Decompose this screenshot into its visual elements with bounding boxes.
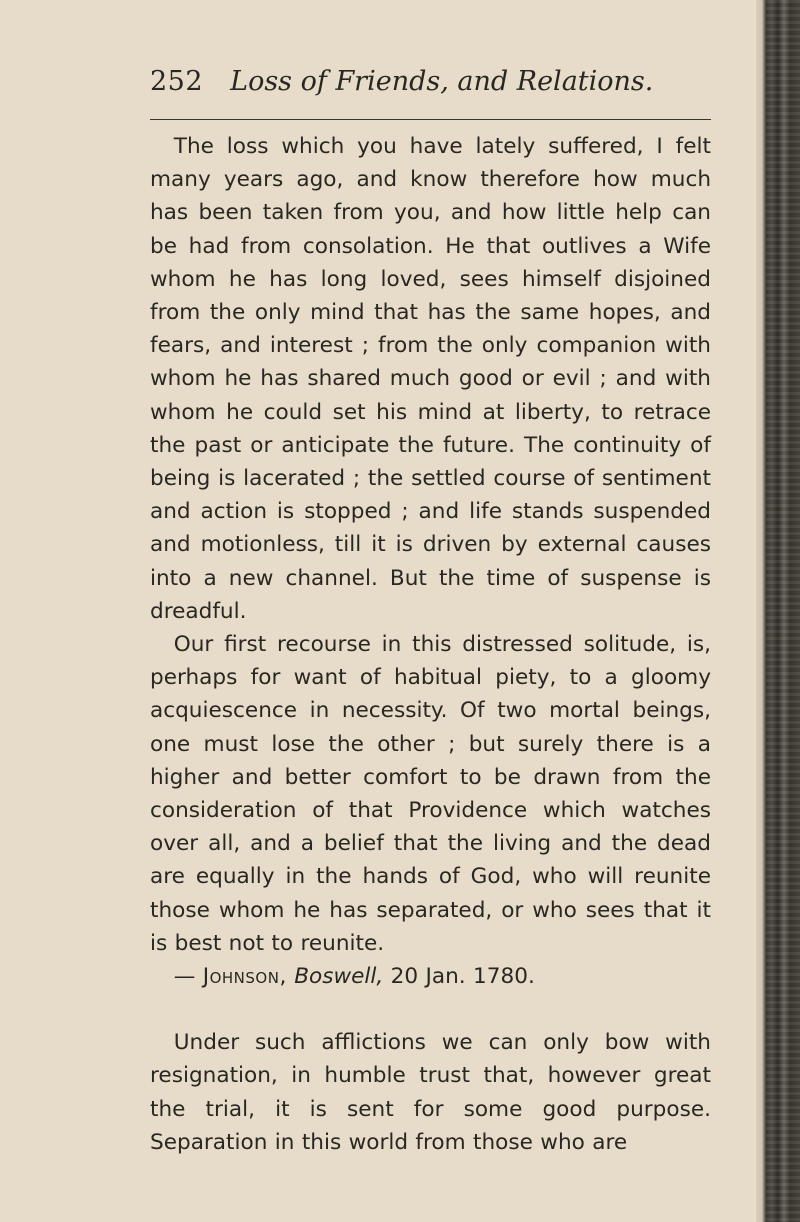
book-page-edge — [756, 0, 800, 1222]
paragraph: Our first recourse in this distressed solitude, is, perhaps for want of habitual piety, to a gloomy acquiescence in necessity. Of two mortal beings, one must lose the other ; but surely there is a higher and better comfort to be drawn from the consideration of that Providence which watches over all, and a belief that the living and the dead are equally in the hands of God, who will reunite those whom he has separated, or who sees that it is best not to reunite. — [150, 632, 711, 956]
body-text — [150, 130, 711, 1159]
attribution-work: Boswell, — [294, 964, 384, 990]
page-number: 252 — [150, 66, 204, 97]
running-header — [150, 66, 710, 106]
attribution-author: Johnson, — [202, 964, 287, 990]
quote-attribution — [150, 960, 711, 993]
paragraph: The loss which you have lately suffered, I felt many years ago, and know therefore how much has been taken from you, and how little help can be had from consolation. He that outlives a Wife whom he has long loved, sees himself disjoined from the only mind that has the same hopes, and fears, and interest ; from the only companion with whom he has shared much good or evil ; and with whom he could set his mind at liberty, to retrace the past or anticipate the future. The continuity of being is lacerated ; the settled course of sentiment and action is stopped ; and life stands suspended and motionless, till it is driven by external causes into a new channel. But the time of suspense is dreadful. — [150, 134, 711, 624]
header-rule — [150, 119, 711, 120]
running-title: Loss of Friends, and Relations. — [230, 66, 654, 97]
attribution-dash: — — [173, 964, 203, 990]
attribution-date: 20 Jan. 1780. — [390, 964, 535, 990]
section-gap — [150, 993, 711, 1026]
paragraph: Under such afflictions we can only bow with resignation, in humble trust that, however great the trial, it is sent for some good purpose. Separation in this world from those who are — [150, 1030, 711, 1155]
